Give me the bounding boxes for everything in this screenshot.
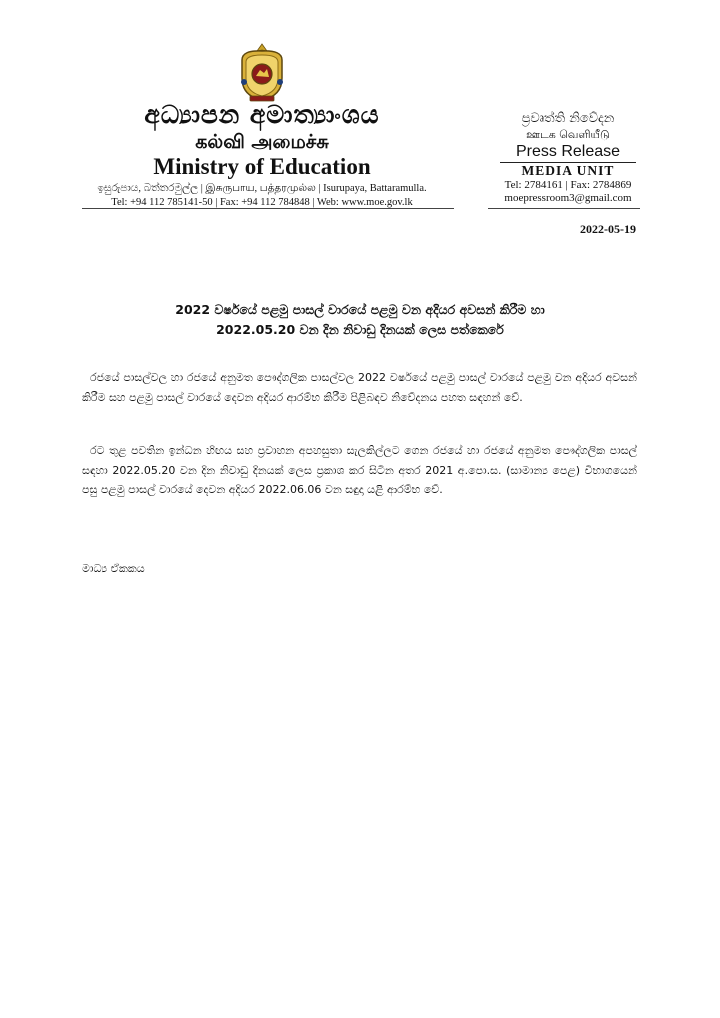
header-divider-right: [488, 208, 640, 209]
press-label-english: Press Release: [515, 143, 621, 160]
ministry-name-sinhala: අධ්‍යාපන අමාත්‍යාංශය: [144, 100, 380, 129]
body-paragraph: රට තුළ පවතින ඉන්ධන හිඟය සහ ප්‍රවාහන අපහසුතා සැලකිල්ලට ගෙන රජයේ හා රජයේ අනුමත පෞද්ගලික පාසල් සඳහා 2022.05.20 වන දින නිවාඩු දිනයක් ලෙස ප්‍රකාශ කර සිටින අතර 2021 අ.පො.ස. (සාමාන්‍ය පෙළ) විභාගයෙන් පසු පළමු පාසල් වාරයේ දෙවන අදියර 2022.06.06 වන සඳුදා යළි ආරම්භ වේ.: [82, 444, 637, 496]
release-title-line: 2022.05.20 වන දින නිවාඩු දිනයක් ලෙස පත්කෙරේ: [216, 322, 504, 337]
release-title: [100, 300, 620, 340]
release-date: 2022-05-19: [580, 222, 636, 236]
media-unit-email: moepressroom3@gmail.com: [504, 192, 632, 204]
press-label-sinhala: ප්‍රවෘත්ති නිවේදන: [521, 111, 615, 126]
press-release-box: [494, 110, 642, 205]
government-emblem-icon: [236, 42, 288, 104]
press-label-tamil: ஊடக வெளியீடு: [526, 128, 610, 141]
ministry-name-english: Ministry of Education: [153, 154, 371, 179]
ministry-contact: Tel: +94 112 785141-50 | Fax: +94 112 784848 | Web: www.moe.gov.lk: [111, 197, 413, 208]
ministry-header: [60, 100, 464, 210]
media-unit-label: MEDIA UNIT: [521, 163, 615, 178]
ministry-address: ඉසුරුපාය, බත්තරමුල්ල | இசுருபாய, பத்தரமுல்ல | Isurupaya, Battaramulla.: [97, 183, 427, 194]
media-unit-phone-fax: Tel: 2784161 | Fax: 2784869: [504, 179, 632, 191]
signature-media-unit: මාධ්‍ය ඒකකය: [82, 562, 145, 575]
header-divider-left: [82, 208, 454, 209]
release-title-line: 2022 වර්ෂයේ පළමු පාසල් වාරයේ පළමු වන අදියර අවසන් කිරීම හා: [175, 302, 545, 317]
ministry-name-tamil: கல்வி அமைச்சு: [195, 131, 329, 153]
body-paragraph: රජයේ පාසල්වල හා රජයේ අනුමත පෞද්ගලික පාසල්වල 2022 වර්ෂයේ පළමු පාසල් වාරයේ පළමු වන අදියර අවසන් කිරීම සහ පළමු පාසල් වාරයේ දෙවන අදියර ආරම්භ කිරීම පිළිබඳව නිවේදනය පහත සඳහන් වේ.: [82, 371, 637, 404]
